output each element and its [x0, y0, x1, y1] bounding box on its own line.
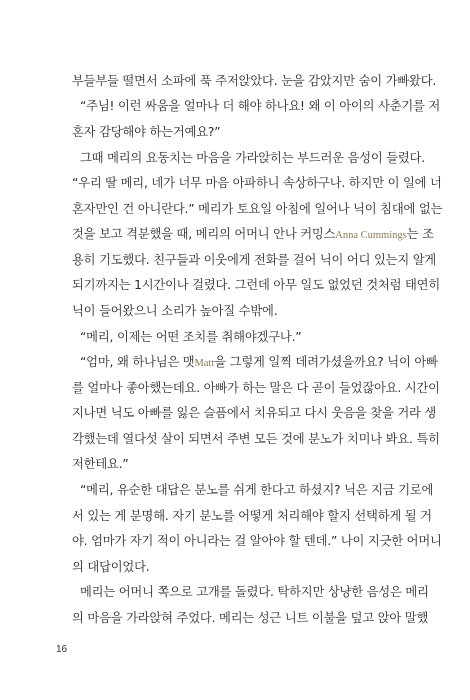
latin-name-anna-cummings: Anna Cummings	[335, 230, 407, 241]
text-line-11: “메리, 이제는 어떤 조치를 취해야겠구나.”	[80, 330, 302, 344]
text-line-7-end: 는 조	[406, 227, 434, 241]
text-line-4: 그때 메리의 요동치는 마음을 가라앉히는 부드러운 음성이 들렸다.	[80, 151, 425, 165]
text-line-18: 서 있는 게 분명해. 자기 분노를 어떻게 처리해야 할지 선택하게 될 거	[72, 509, 432, 523]
text-line-3: 혼자 감당해야 하는거예요?”	[72, 125, 221, 139]
text-line-15: 각했는데 열다섯 살이 되면서 주변 모든 것에 분노가 치미나 봐요. 특히	[72, 432, 440, 446]
text-line-7-main: 것을 보고 격분했을 때, 메리의 어머니 안나 커밍스	[72, 227, 336, 241]
text-line-13: 를 얼마나 좋아했는데요. 아빠가 하는 말은 다 곧이 들었잖아요. 시간이	[72, 381, 440, 395]
text-line-7	[72, 226, 434, 244]
text-line-14: 지나면 닉도 아빠를 잃은 슬픔에서 치유되고 다시 웃음을 찾을 거라 생	[72, 406, 437, 420]
text-line-20: 의 대답이었다.	[72, 560, 150, 574]
text-line-2: “주님! 이런 싸움을 얼마나 더 해야 하나요! 왜 이 아이의 사춘기를 저	[80, 99, 441, 113]
text-line-1: 부들부들 떨면서 소파에 푹 주저앉았다. 눈을 감았지만 숨이 가빠왔다.	[72, 74, 437, 88]
text-line-10: 닉이 들어왔으니 소리가 높아질 수밖에.	[72, 304, 278, 318]
text-line-21: 메리는 어머니 쪽으로 고개를 돌렸다. 탁하지만 상냥한 음성은 메리	[80, 585, 429, 599]
text-line-22: 의 마음을 가라앉혀 주었다. 메리는 성근 니트 이불을 덮고 앉아 말했	[72, 611, 429, 625]
text-line-5: “우리 딸 메리, 네가 너무 마음 아파하니 속상하구나. 하지만 이 일에 너	[72, 176, 442, 190]
text-line-12-start: “엄마, 왜 하나님은 맷	[80, 355, 195, 369]
text-line-8: 용히 기도했다. 친구들과 이웃에게 전화를 걸어 닉이 어디 있는지 알게	[72, 253, 437, 267]
text-line-12	[80, 354, 438, 372]
text-line-9: 되기까지는 1시간이나 걸렸다. 그런데 아무 일도 없었던 것처럼 태연히	[72, 278, 441, 292]
text-line-17: “메리, 유순한 대답은 분노를 쉬게 한다고 하셨지? 닉은 지금 기로에	[80, 483, 434, 497]
page-number: 16	[56, 644, 68, 655]
latin-name-matt: Matt	[194, 358, 215, 369]
text-line-16: 저한테요.”	[72, 457, 129, 471]
text-line-6: 혼자만인 건 아니란다.” 메리가 토요일 아침에 일어나 닉이 침대에 없는	[72, 202, 443, 216]
text-line-12-end: 을 그렇게 일찍 데려가셨을까요? 닉이 아빠	[214, 355, 438, 369]
text-line-19: 야. 엄마가 자기 적이 아니라는 걸 알아야 할 텐데.” 나이 지긋한 어머니	[72, 534, 442, 548]
